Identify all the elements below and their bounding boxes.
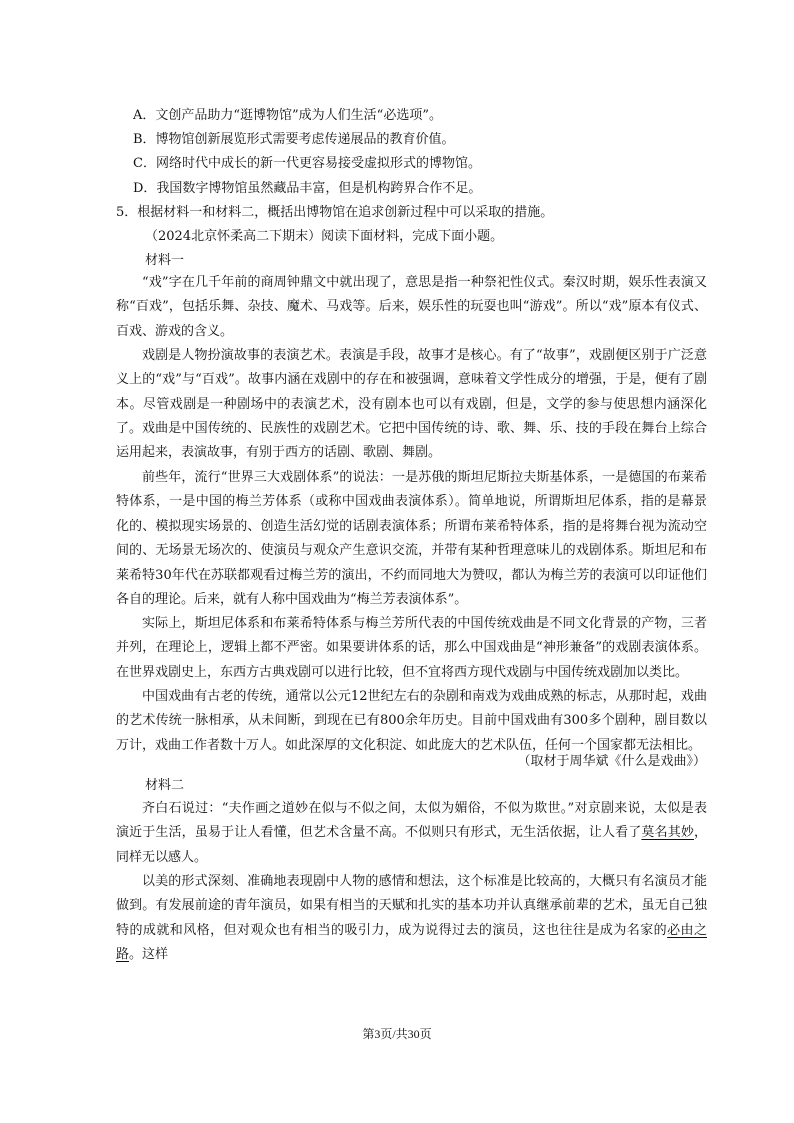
material-1-paragraph: “戏”字在几千年前的商周钟鼎文中就出现了，意思是指一种祭祀性仪式。秦汉时期，娱乐性表演又称“百戏”，包括乐舞、杂技、魔术、马戏等。后来，娱乐性的玩耍也叫“游戏”。所以“戏”原本有仪式、百戏、游戏的含义。 — [116, 275, 707, 339]
material-1-source: （取材于周华斌《什么是戏曲》） — [517, 754, 706, 769]
material-1-paragraph: 戏剧是人物扮演故事的表演艺术。表演是手段，故事才是核心。有了“故事”，戏剧便区别于广泛意义上的“戏”与“百戏”。故事内涵在戏剧中的存在和被强调，意味着文学性成分的增强，于是，便有了剧本。尽管戏剧是一种剧场中的表演艺术，没有剧本也可以有戏剧，但是，文学的参与使思想内涵深化了。 — [116, 348, 707, 437]
material-1-paragraph: 中国戏曲有古老的传统，通常以公元12世纪左右的杂剧和南戏为戏曲成熟的标志，从那时起，戏曲的艺术传统一脉相承，从未间断，到现在已有800余年历史。目前中国戏曲有300多个剧种，剧目数以万计，戏曲工作者数十万人。如此深厚的文化积淀、如此庞大的艺术队伍，任何一个国家都无法相比。 — [116, 689, 707, 753]
material-1-heading: 材料一 — [145, 253, 185, 268]
material-2-paragraph — [116, 870, 707, 968]
paragraph-text: ，同样无以感人。 — [116, 825, 707, 865]
option-d: D．我国数字博物馆虽然藏品丰富，但是机构跨界合作不足。 — [133, 181, 482, 196]
material-1-paragraph: 戏曲是中国传统的、民族性的戏剧艺术。它把中国传统的诗、歌、舞、乐、技的手段在舞台上综合运用起来，表演故事，有别于西方的话剧、歌剧、舞剧。 — [116, 421, 707, 461]
underlined-phrase: 必由之路 — [116, 922, 707, 963]
source-intro: （2024北京怀柔高二下期末）阅读下面材料，完成下面小题。 — [145, 229, 504, 244]
underlined-phrase: 莫名其妙 — [641, 825, 694, 841]
page-number: 第3页/共30页 — [362, 1027, 432, 1041]
paragraph-text: 齐白石说过：“夫作画之道妙在似与不似之间，太似为媚俗，不似为欺世。”对京剧来说，太似是表演近于生活，虽易于让人看懂，但艺术含量不高。不似则只有形式，无生活依据，让人看了 — [116, 801, 707, 841]
paragraph-text: 以美的形式深刻、准确地表现剧中人物的感情和想法，这个标准是比较高的，大概只有名演员才能做到。有发展前途的青年演员，如果有相当的天赋和扎实的基本功并认真继承前辈的艺术，虽无自己独特的成就和风格，但对观众也有相当的吸引力，成为说得过去的演员，这也往往是成为名家的 — [116, 874, 707, 938]
material-2-paragraph — [116, 797, 707, 870]
paragraph-text: 。这样 — [129, 947, 169, 963]
material-2-heading: 材料二 — [145, 778, 185, 793]
material-1-paragraph: 前些年，流行“世界三大戏剧体系”的说法：一是苏俄的斯坦尼斯拉夫斯基体系，一是德国的布莱希特体系，一是中国的梅兰芳体系（或称中国戏曲表演体系）。简单地说，所谓斯坦尼体系，指的是幕景化的、模拟现实场景的、创造生活幻觉的话剧表演体系；所谓布莱希特体系，指的是将舞台视为流动空间的、无场景无场次的、使演员与观众产生意识交流，并带有某种哲理意味儿的戏剧体系。斯坦尼和布莱希特30年代在苏联都观看过梅兰芳的演出，不约而同地大为赞叹，都认为梅兰芳的表演可以印证他们各自的理论。后来，就有人称中国戏曲为“梅兰芳表演体系”。 — [116, 470, 707, 608]
material-1-paragraph: 实际上，斯坦尼体系和布莱希特体系与梅兰芳所代表的中国传统戏曲是不同文化背景的产物，三者并列，在理论上，逻辑上都不严密。如果要讲体系的话，那么中国戏曲是“神形兼备”的戏剧表演体系。在世界戏剧史上，东西方古典戏剧可以进行比较，但不宜将西方现代戏剧与中国传统戏剧加以类比。 — [116, 616, 707, 680]
option-c: C．网络时代中成长的新一代更容易接受虚拟形式的博物馆。 — [133, 156, 481, 171]
option-b: B．博物馆创新展览形式需要考虑传递展品的教育价值。 — [133, 132, 455, 147]
question-5: 5．根据材料一和材料二，概括出博物馆在追求创新过程中可以采取的措施。 — [116, 205, 554, 220]
option-a: A．文创产品助力“逛博物馆”成为人们生活“必选项”。 — [133, 108, 442, 123]
